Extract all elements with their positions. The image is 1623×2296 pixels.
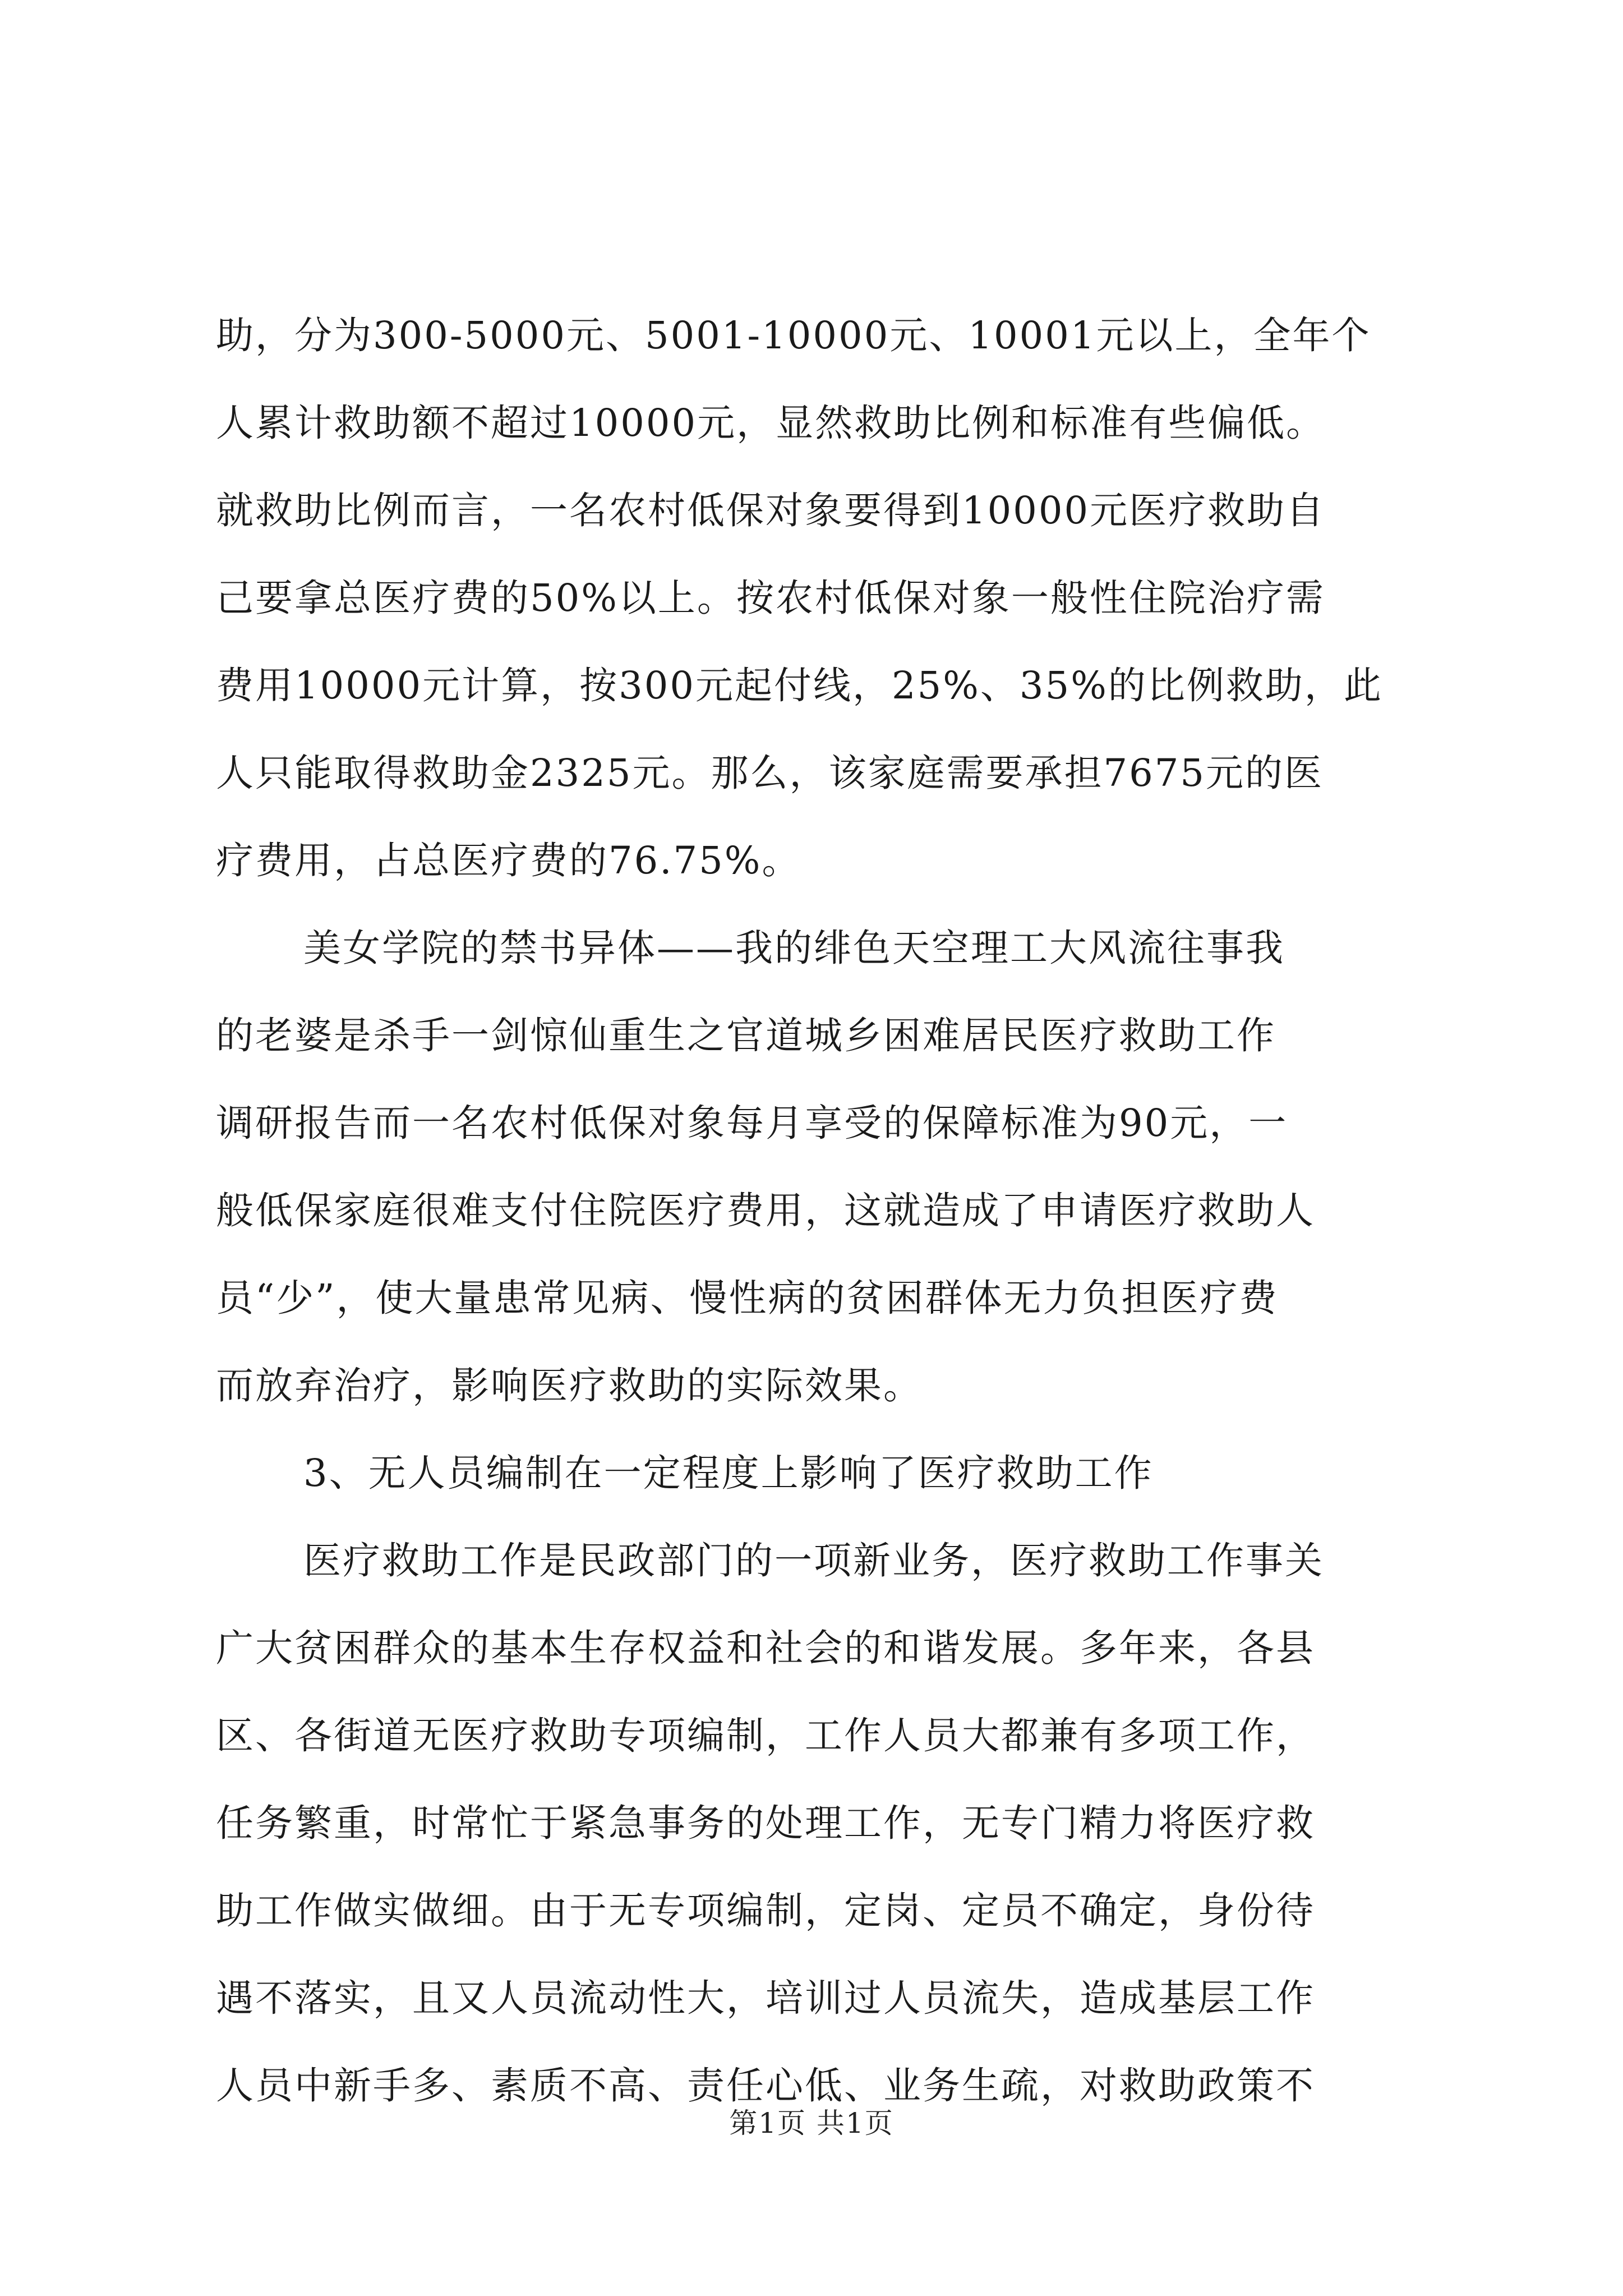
document-body bbox=[216, 292, 1410, 2129]
text-line: 助，分为300-5000元、5001-10000元、10001元以上，全年个 bbox=[216, 314, 1371, 357]
text-line: 遇不落实，且又人员流动性大，培训过人员流失，造成基层工作 bbox=[216, 1976, 1315, 2020]
text-line: 人员中新手多、素质不高、责任心低、业务生疏，对救助政策不 bbox=[216, 2064, 1315, 2108]
text-line: 疗费用，占总医疗费的76.75%。 bbox=[216, 839, 801, 882]
text-line: 般低保家庭很难支付住院医疗费用，这就造成了申请医疗救助人 bbox=[216, 1189, 1315, 1232]
text-line: 员“少”，使大量患常见病、慢性病的贫困群体无力负担医疗费 bbox=[216, 1276, 1279, 1320]
text-line: 助工作做实做细。由于无专项编制，定岗、定员不确定，身份待 bbox=[216, 1889, 1315, 1932]
text-line: 3、无人员编制在一定程度上影响了医疗救助工作 bbox=[303, 1451, 1154, 1495]
text-line: 费用10000元计算，按300元起付线，25%、35%的比例救助，此 bbox=[216, 664, 1383, 707]
text-line: 的老婆是杀手一剑惊仙重生之官道城乡困难居民医疗救助工作 bbox=[216, 1014, 1276, 1057]
text-line: 任务繁重，时常忙于紧急事务的处理工作，无专门精力将医疗救 bbox=[216, 1801, 1315, 1845]
page-footer: 第1页 共1页 bbox=[729, 2107, 894, 2139]
text-line: 美女学院的禁书异体——我的绯色天空理工大风流往事我 bbox=[303, 926, 1285, 970]
text-line: 人累计救助额不超过10000元，显然救助比例和标准有些偏低。 bbox=[216, 401, 1326, 445]
text-line: 区、各街道无医疗救助专项编制，工作人员大都兼有多项工作， bbox=[216, 1714, 1315, 1757]
text-line: 人只能取得救助金2325元。那么，该家庭需要承担7675元的医 bbox=[216, 751, 1324, 795]
text-line: 己要拿总医疗费的50%以上。按农村低保对象一般性住院治疗需 bbox=[216, 576, 1325, 620]
text-line: 医疗救助工作是民政部门的一项新业务，医疗救助工作事关 bbox=[303, 1539, 1324, 1582]
text-line: 广大贫困群众的基本生存权益和社会的和谐发展。多年来，各县 bbox=[216, 1626, 1315, 1670]
text-line: 调研报告而一名农村低保对象每月享受的保障标准为90元，一 bbox=[216, 1101, 1288, 1145]
text-line: 而放弃治疗，影响医疗救助的实际效果。 bbox=[216, 1364, 923, 1407]
text-line: 就救助比例而言，一名农村低保对象要得到10000元医疗救助自 bbox=[216, 489, 1326, 532]
